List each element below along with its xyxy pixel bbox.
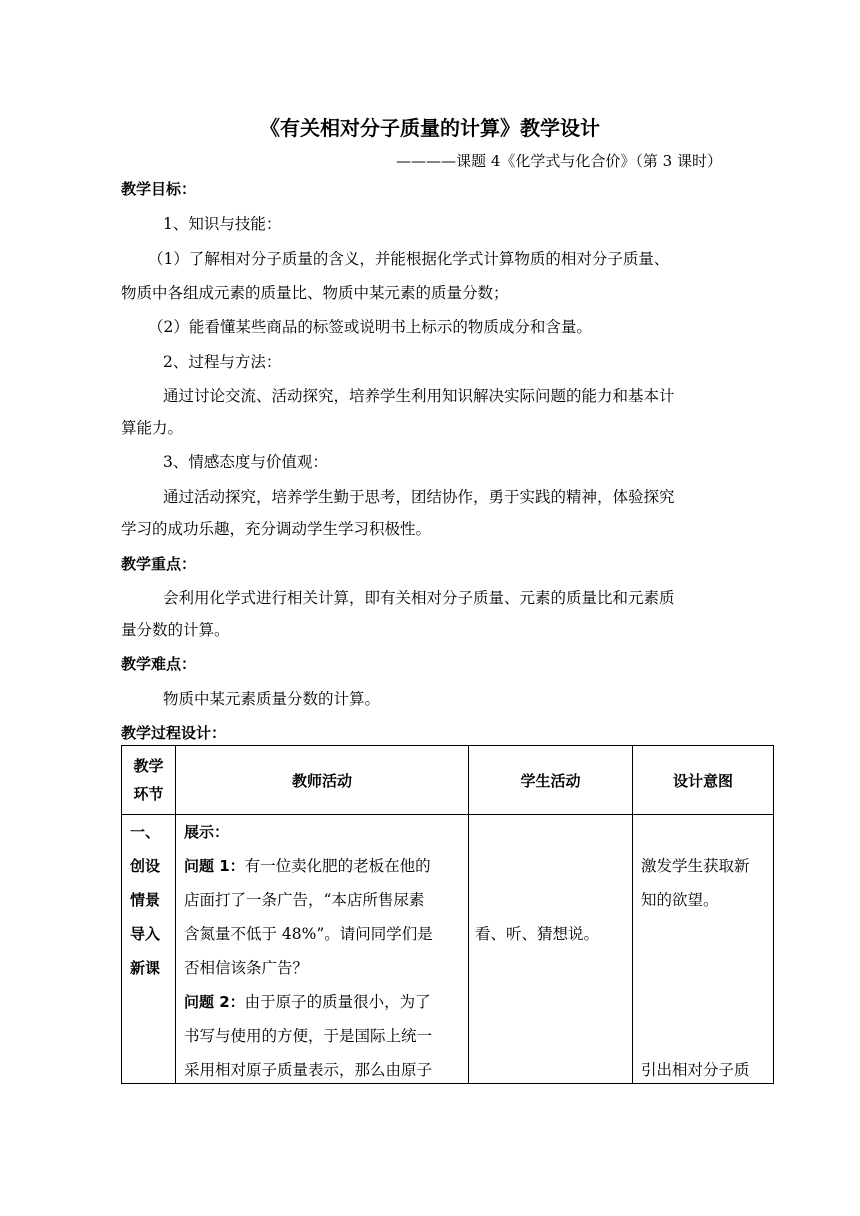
question2-line3: 采用相对原子质量表示，那么由原子 — [184, 1061, 433, 1079]
question1-line3: 含氮量不低于 48%”。请问同学们是 — [184, 925, 433, 943]
header-stage — [122, 746, 176, 815]
table-header-row — [122, 746, 774, 815]
goal2-line2: 算能力。 — [121, 419, 184, 437]
teacher-activity-cell — [176, 815, 469, 1084]
stage-line: 创设 — [130, 857, 161, 875]
header-design-intent: 设计意图 — [633, 746, 774, 815]
student-activity-cell — [469, 815, 633, 1084]
stage-cell — [122, 815, 176, 1084]
goal1-title: 1、知识与技能： — [163, 215, 282, 233]
table-row — [122, 815, 774, 1084]
question1-line2: 店面打了一条广告，“本店所售尿素 — [184, 891, 425, 909]
key-points-line2: 量分数的计算。 — [121, 621, 230, 639]
show-label: 展示： — [184, 823, 230, 841]
question2-text: 由于原子的质量很小，为了 — [244, 993, 431, 1011]
goal1-paragraph1-line1: （1）了解相对分子质量的含义，并能根据化学式计算物质的相对分子质量、 — [148, 250, 670, 268]
stage-line: 新课 — [130, 959, 161, 977]
question1-line4: 否相信该条广告？ — [184, 959, 309, 977]
question2-label: 问题 2： — [184, 993, 245, 1011]
question1-text: 有一位卖化肥的老板在他的 — [244, 857, 431, 875]
intent2-line1: 引出相对分子质 — [641, 1061, 750, 1079]
goal1-paragraph1-line2: 物质中各组成元素的质量比、物质中某元素的质量分数； — [121, 284, 509, 302]
intent-line1: 激发学生获取新 — [641, 857, 750, 875]
stage-line: 情景 — [130, 891, 161, 909]
goal1-paragraph2: （2）能看懂某些商品的标签或说明书上标示的物质成分和含量。 — [148, 318, 592, 336]
document-title: 《有关相对分子质量的计算》教学设计 — [260, 116, 600, 140]
goal3-line1: 通过活动探究，培养学生勤于思考，团结协作，勇于实践的精神，体验探究 — [163, 488, 675, 506]
process-heading: 教学过程设计： — [121, 724, 227, 742]
key-points-heading: 教学重点： — [121, 555, 197, 573]
header-teacher-activity: 教师活动 — [176, 746, 469, 815]
question2-line1 — [184, 991, 431, 1013]
difficulty-line1: 物质中某元素质量分数的计算。 — [163, 690, 381, 708]
header-stage-line1: 教学 — [133, 757, 164, 775]
goal2-line1: 通过讨论交流、活动探究，培养学生利用知识解决实际问题的能力和基本计 — [163, 387, 675, 405]
header-stage-line2: 环节 — [133, 785, 164, 803]
student-activity-text: 看、听、猜想说。 — [475, 925, 600, 943]
stage-line: 导入 — [130, 925, 161, 943]
goal3-line2: 学习的成功乐趣，充分调动学生学习积极性。 — [121, 520, 432, 538]
question1-label: 问题 1： — [184, 857, 245, 875]
goal3-title: 3、情感态度与价值观： — [163, 453, 328, 471]
stage-line: 一、 — [130, 823, 161, 841]
question2-line2: 书写与使用的方便，于是国际上统一 — [184, 1027, 433, 1045]
design-intent-cell — [633, 815, 774, 1084]
goal2-title: 2、过程与方法： — [163, 353, 282, 371]
process-table — [121, 745, 774, 1084]
intent-line2: 知的欲望。 — [641, 891, 719, 909]
goals-heading: 教学目标： — [121, 180, 197, 198]
key-points-line1: 会利用化学式进行相关计算，即有关相对分子质量、元素的质量比和元素质 — [163, 589, 675, 607]
header-student-activity: 学生活动 — [469, 746, 633, 815]
difficulty-heading: 教学难点： — [121, 655, 197, 673]
question1-line1 — [184, 855, 431, 877]
document-subtitle: ————课题 4《化学式与化合价》（第 3 课时） — [396, 152, 722, 170]
